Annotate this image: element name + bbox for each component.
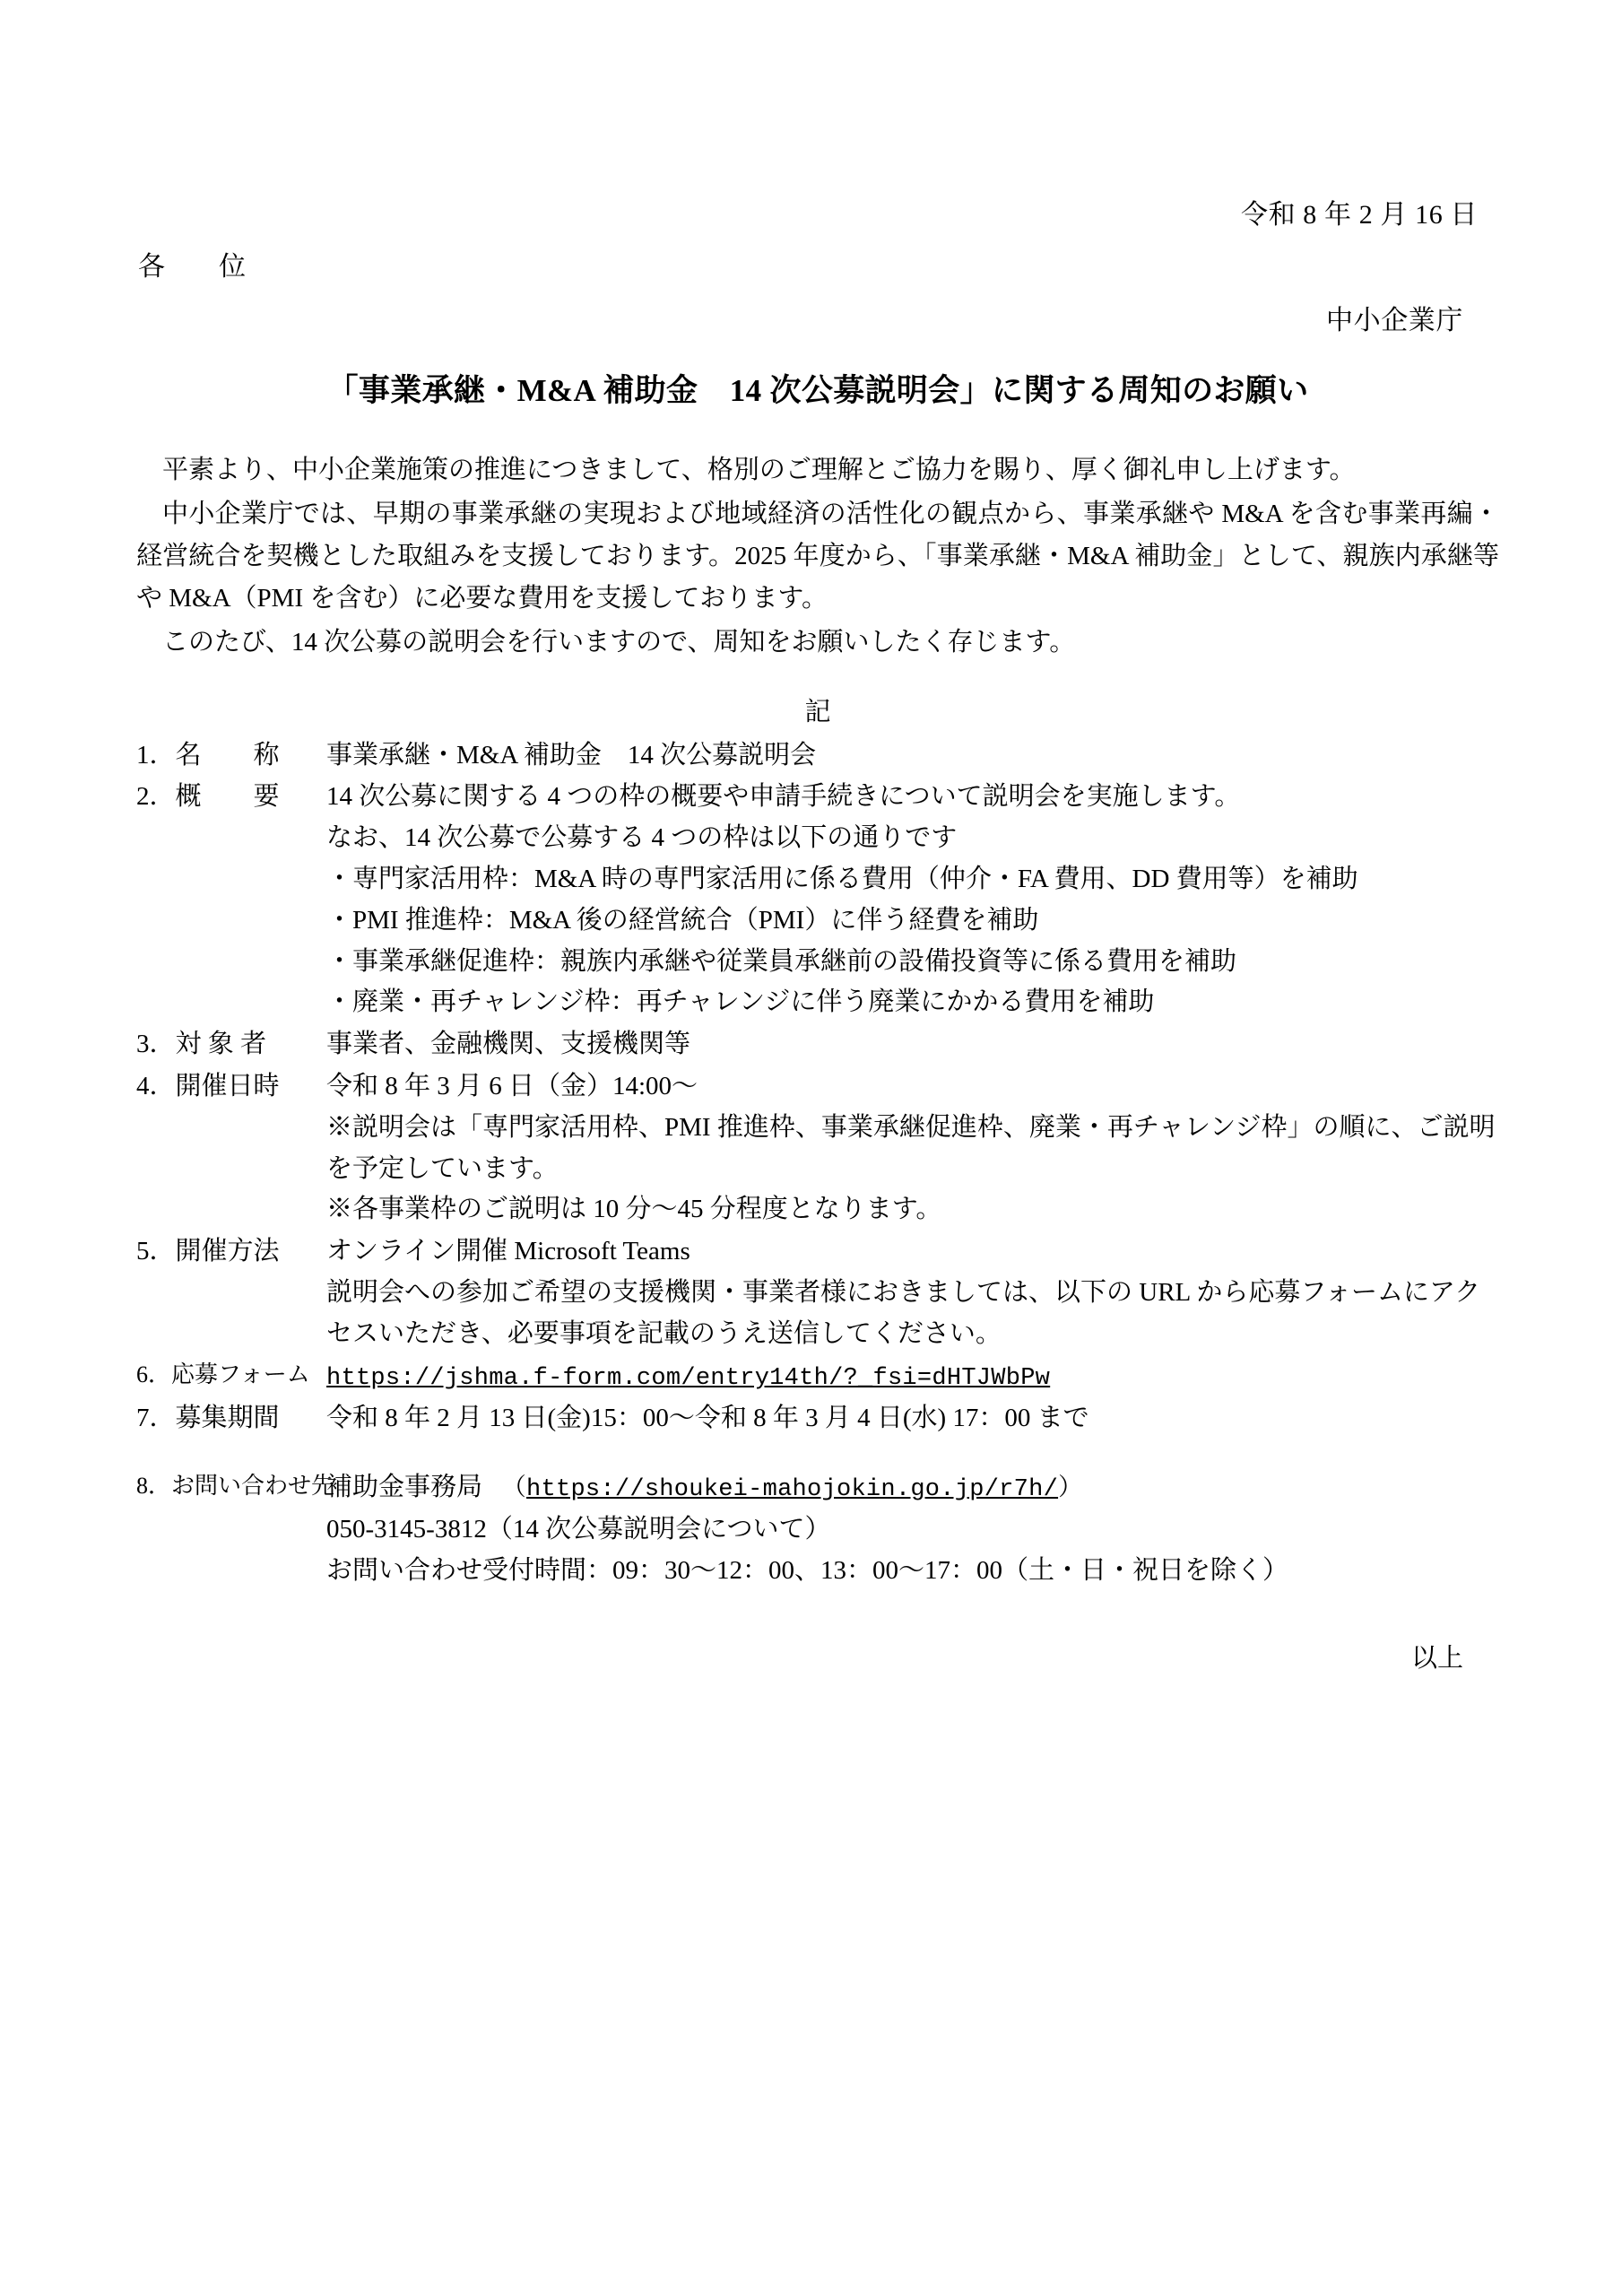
contact-phone: 050-3145-3812（14 次公募説明会について） [326,1514,831,1544]
item-6-number: 6． [136,1361,172,1387]
application-instructions: 説明会への参加ご希望の支援機関・事業者様におきましては、以下の URL から応募フォームにアクセスいただき、必要事項を記載のうえ送信してください。 [326,1278,1481,1348]
item-3-body [326,1024,1499,1065]
addressee: 各 位 [138,252,259,282]
item-6-body [326,1356,1499,1398]
section-spacer [136,1440,1499,1467]
application-form-link[interactable]: https://jshma.f-form.com/entry14th/?_fsi=dHTJWbPw [326,1364,1051,1392]
ki-marker: 記 [804,697,831,726]
item-4-label [136,1066,326,1108]
item-7-body [326,1398,1499,1439]
frame-bullet-specialist: ・専門家活用枠：M&A 時の専門家活用に係る費用（仲介・FA 費用、DD 費用等）を補助 [326,864,1358,893]
item-2-label [136,777,326,818]
item-7-number: 7． [136,1404,176,1433]
item-4-title: 開催日時 [175,1072,280,1101]
item-8-body [326,1467,1499,1591]
contact-link-paren-open: （ [501,1476,527,1504]
item-4-number: 4． [136,1072,176,1101]
item-1-number: 1． [136,740,176,770]
list-item [136,1356,1499,1398]
item-5-title: 開催方法 [175,1237,280,1266]
item-7-title: 募集期間 [175,1404,280,1433]
frame-bullet-succession: ・事業承継促進枠：親族内承継や従業員承継前の設備投資等に係る費用を補助 [326,946,1237,976]
frame-bullet-rechallenge: ・廃業・再チャレンジ枠：再チャレンジに伴う廃業にかかる費用を補助 [326,987,1155,1017]
list-item [136,777,1499,1023]
contact-link-paren-close: ） [1058,1476,1083,1504]
intro-paragraph-1: 平素より、中小企業施策の推進につきまして、格別のご理解とご協力を賜り、厚く御礼申し上げます。 [162,456,1356,484]
item-3-line-1: 事業者、金融機関、支援機関等 [326,1030,691,1059]
item-2-body [326,777,1499,1023]
item-3-number: 3． [136,1030,176,1059]
item-3-label [136,1024,326,1065]
item-7-label [136,1398,326,1439]
item-6-title: 応募フォーム [171,1361,310,1387]
item-5-number: 5． [136,1237,176,1266]
list-item [136,735,1499,777]
item-2-title: 概 要 [175,782,280,812]
item-1-label [136,735,326,777]
list-item [136,1467,1499,1591]
item-8-label [136,1467,335,1504]
intro-paragraph-2: 中小企業庁では、早期の事業承継の実現および地域経済の活性化の観点から、事業承継や M&A を含む事業再編・経営統合を契機とした取組みを支援しております。2025 年度から、「事業承継・M&A 補助金」として、親族内承継等や M&A（PMI を含む）に必要な費用を支援しております。 [136,499,1500,613]
document-content [136,0,1499,1674]
item-4-body [326,1066,1499,1231]
item-2-line-1: 14 次公募に関する 4 つの枠の概要や申請手続きについて説明会を実施します。 [326,782,1241,812]
list-item [136,1066,1499,1231]
event-platform: オンライン開催 Microsoft Teams [326,1237,690,1266]
intro-paragraph-3: このたび、14 次公募の説明会を行いますので、周知をお願いしたく存じます。 [162,627,1076,657]
item-3-title: 対 象 者 [175,1030,267,1059]
item-8-title: お問い合わせ先 [171,1473,335,1500]
item-2-number: 2． [136,782,176,812]
detail-items-list [136,735,1499,1592]
event-datetime: 令和 8 年 3 月 6 日（金）14:00〜 [326,1072,698,1101]
item-5-label [136,1231,326,1273]
item-1-body [326,735,1499,777]
page-title: 「事業承継・M&A 補助金 14 次公募説明会」に関する周知のお願い [326,373,1309,408]
item-2-line-2: なお、14 次公募で公募する 4 つの枠は以下の通りです [326,823,958,853]
list-item [136,1398,1499,1439]
item-8-number: 8． [136,1473,172,1500]
list-item [136,1024,1499,1065]
contact-office-line [326,1467,1499,1509]
issuer-name: 中小企業庁 [1326,306,1463,335]
frame-bullet-pmi: ・PMI 推進枠：M&A 後の経営統合（PMI）に伴う経費を補助 [326,905,1039,935]
item-5-body [326,1231,1499,1354]
contact-website-link[interactable]: https://shoukei-mahojokin.go.jp/r7h/ [526,1476,1059,1504]
closing-marker: 以上 [1410,1644,1463,1674]
contact-office-name: 補助金事務局 [326,1473,483,1502]
application-period: 令和 8 年 2 月 13 日(金)15：00〜令和 8 年 3 月 4 日(水) 17：00 まで [326,1404,1089,1433]
list-item [136,1231,1499,1354]
item-1-line-1: 事業承継・M&A 補助金 14 次公募説明会 [326,740,817,770]
intro-body [136,449,1499,664]
issue-date: 令和 8 年 2 月 16 日 [1241,200,1478,230]
event-note-duration: ※各事業枠のご説明は 10 分〜45 分程度となります。 [326,1195,942,1224]
contact-hours: お問い合わせ受付時間：09：30〜12：00、13：00〜17：00（土・日・祝日を除く） [326,1555,1289,1585]
item-6-label [136,1356,326,1393]
item-1-title: 名 称 [175,740,280,770]
event-note-order: ※説明会は「専門家活用枠、PMI 推進枠、事業承継促進枠、廃業・再チャレンジ枠」の順に、ご説明を予定しています。 [326,1112,1496,1183]
